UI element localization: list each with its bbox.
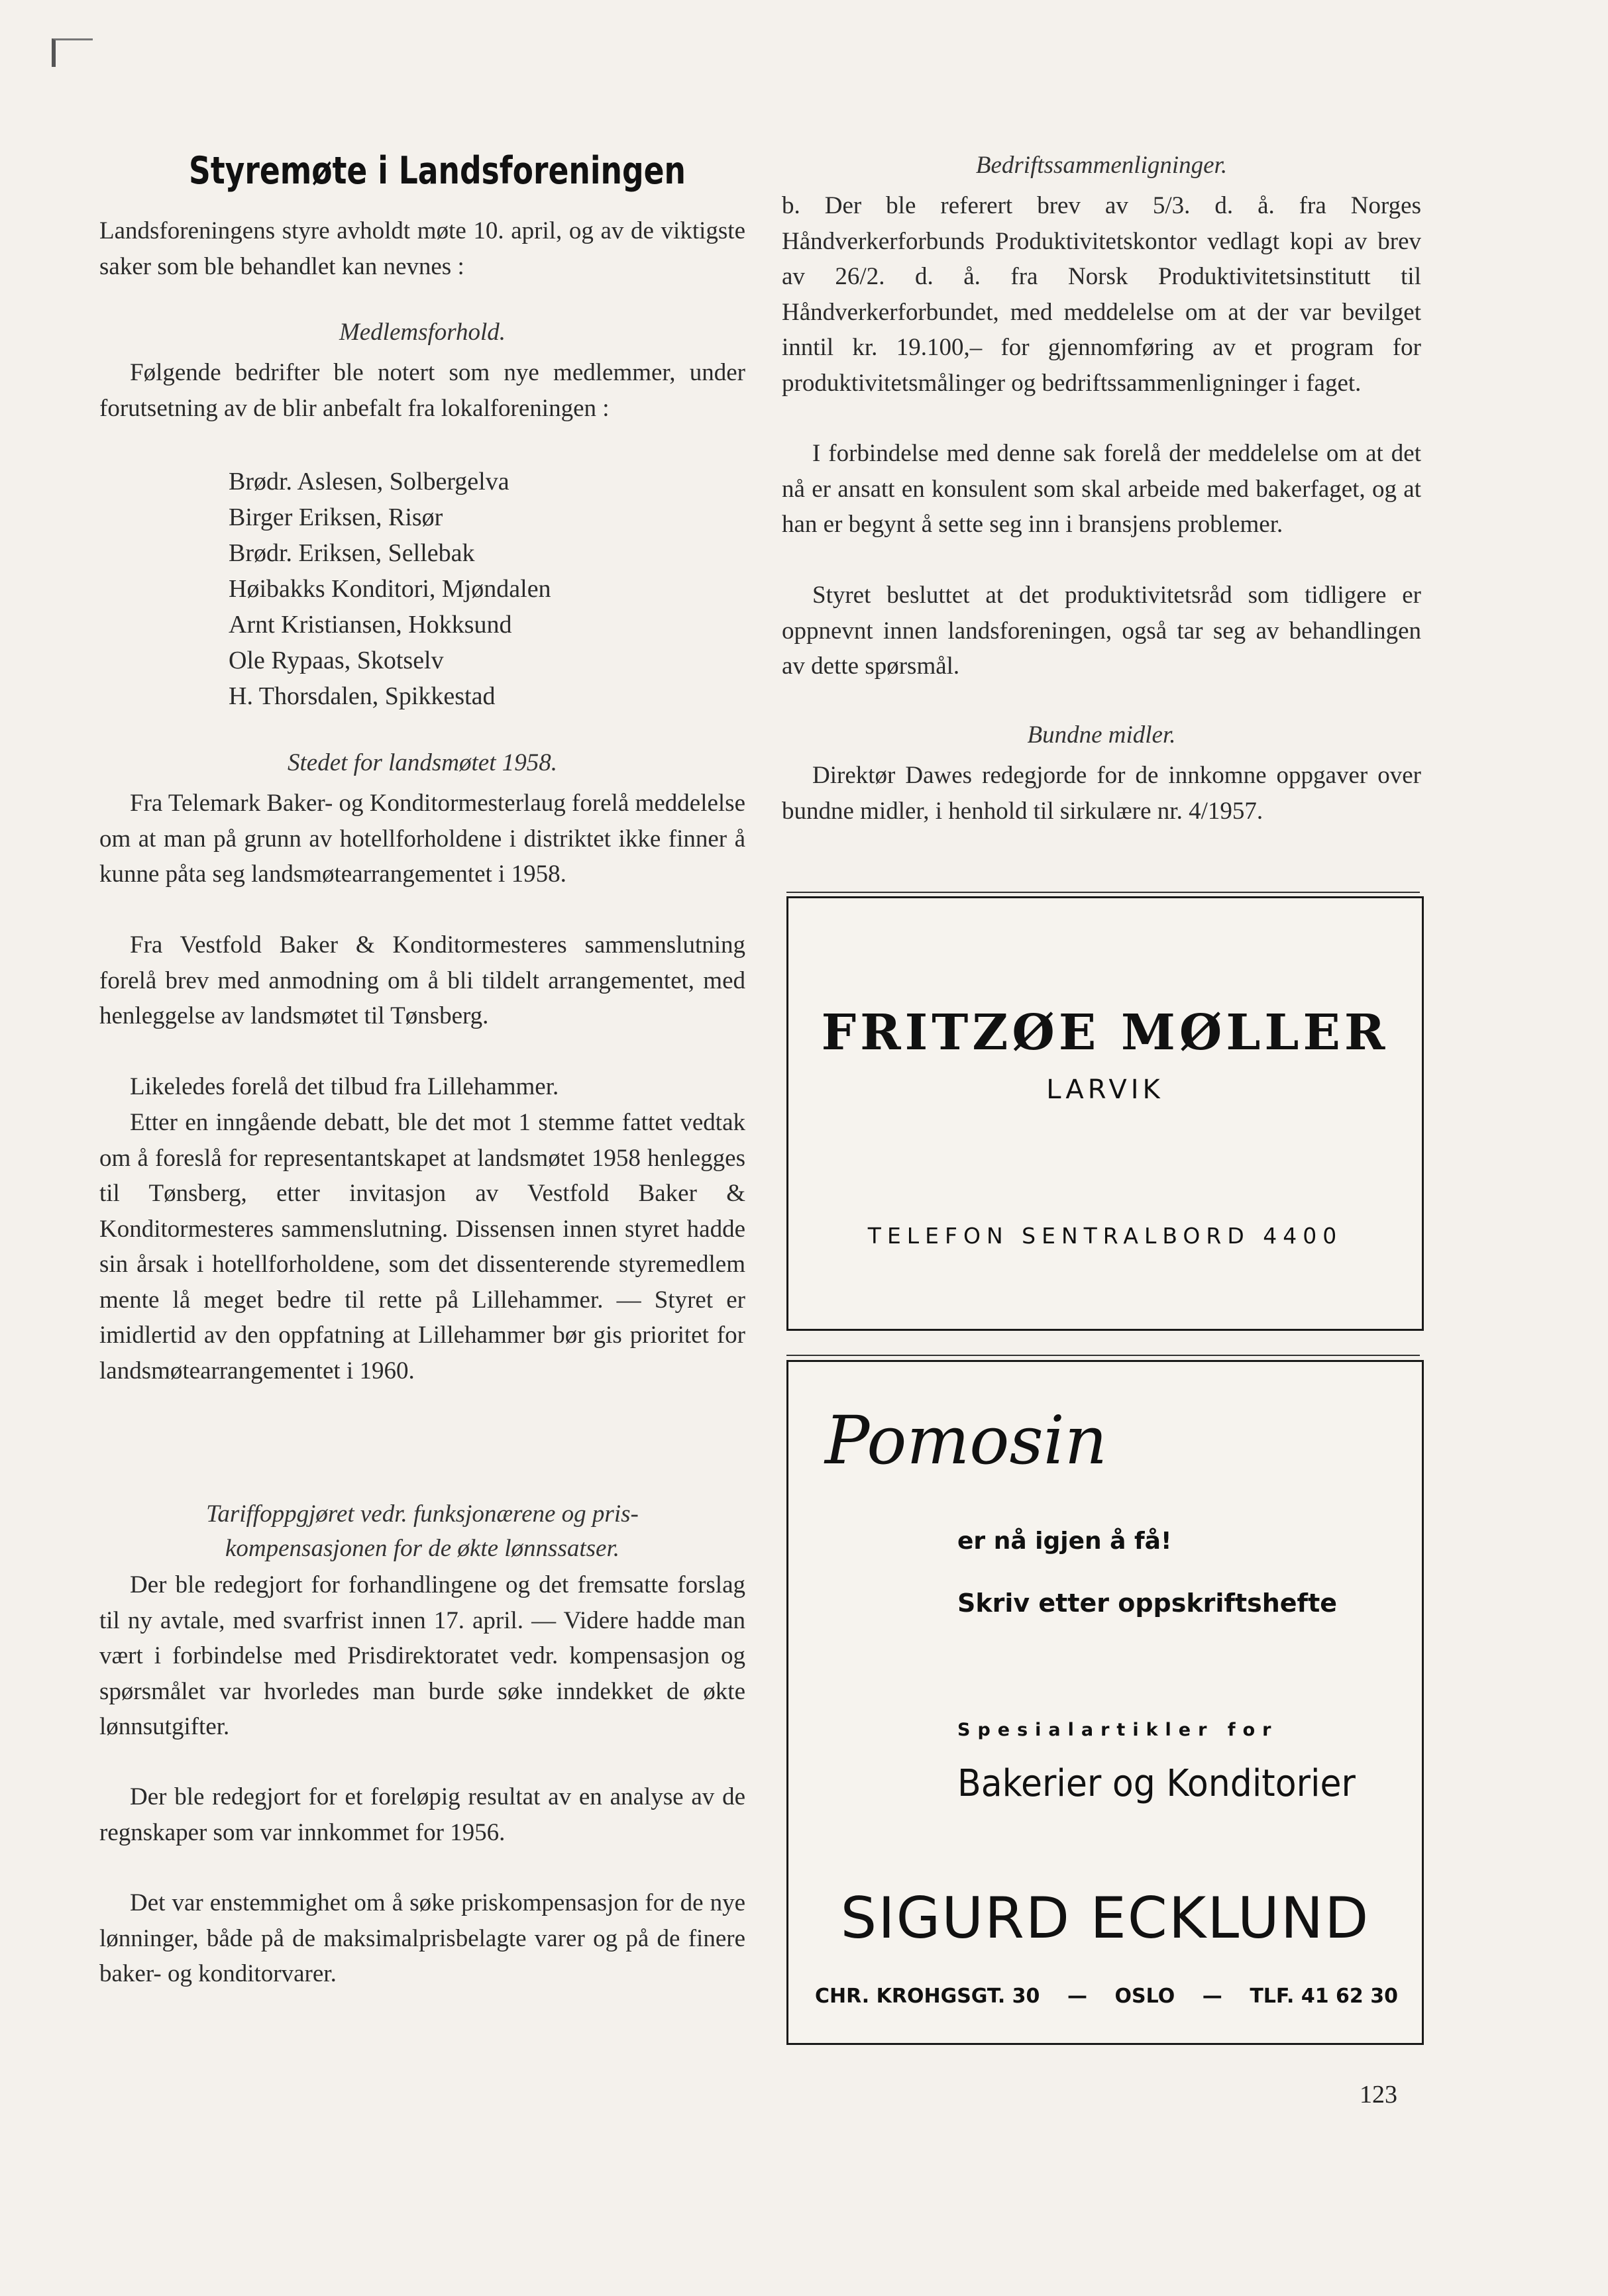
ad-city: LARVIK	[1046, 1074, 1164, 1105]
analyse-paragraph: Der ble redegjort for et foreløpig resultat av en analyse av de regnskaper som var innkommet for 1956.	[99, 1783, 745, 1846]
new-members-list	[229, 464, 692, 714]
page-title: Styremøte i Landsforeningen	[189, 149, 686, 193]
priskompensasjon-paragraph: Det var enstemmighet om å søke priskompensasjon for de nye lønninger, både på de maksimalprisbelagte varer og på de finere baker- og konditorvarer.	[99, 1889, 745, 1987]
ad-specialty-label: Spesialartikler for	[957, 1720, 1279, 1740]
fritzoe-moller-ad	[786, 896, 1424, 1331]
ad-phone: TELEFON SENTRALBORD 4400	[867, 1223, 1343, 1249]
ad-divider	[786, 892, 1420, 893]
ad-separator: —	[1202, 1985, 1222, 2008]
list-item: Høibakks Konditori, Mjøndalen	[229, 575, 551, 603]
ad-address	[815, 1985, 1398, 2008]
scan-corner-mark	[52, 38, 93, 67]
list-item: H. Thorsdalen, Spikkestad	[229, 682, 496, 710]
heading-tariffoppgjoret	[99, 1497, 745, 1566]
page-number: 123	[1360, 2081, 1397, 2109]
ad-tagline: er nå igjen å få!	[957, 1528, 1172, 1555]
bundne-midler-paragraph: Direktør Dawes redegjorde for de innkomne oppgaver over bundne midler, i henhold til sirkulære nr. 4/1957.	[782, 762, 1421, 825]
lillehammer-paragraph: Likeledes forelå det tilbud fra Lillehammer.	[130, 1073, 559, 1100]
heading-bedriftssammenligninger: Bedriftssammenligninger.	[975, 152, 1228, 179]
heading-line: Tariffoppgjøret vedr. funksjonærene og pris-	[206, 1500, 639, 1528]
produktivitetsrad-paragraph: Styret besluttet at det produktivitetsråd som tidligere er oppnevnt innen landsforeningen, også tar seg av behandlingen av dette spørsmål.	[782, 582, 1421, 680]
ad-specialty: Bakerier og Konditorier	[957, 1762, 1356, 1805]
bedrift-paragraph: b. Der ble referert brev av 5/3. d. å. fra Norges Håndverkerforbunds Produktivitetskontor vedlagt kopi av brev av 26/2. d. å. fra Norsk Produktivitetsinstitutt til Håndverkerforbundet, med meddelelse om at der var bevilget inntil kr. 19.100,– for gjennomføring av et program for produktivitetsmålinger og bedriftssammenligninger i faget.	[782, 192, 1421, 397]
ad-company-name: SIGURD ECKLUND	[840, 1885, 1370, 1952]
members-paragraph: Følgende bedrifter ble notert som nye medlemmer, under forutsetning av de blir anbefalt fra lokalforeningen :	[99, 359, 745, 422]
heading-bundne-midler: Bundne midler.	[1027, 721, 1176, 749]
intro-paragraph: Landsforeningens styre avholdt møte 10. april, og av de viktigste saker som ble behandlet kan nevnes :	[99, 217, 745, 280]
ad-divider	[786, 1355, 1420, 1356]
vestfold-paragraph: Fra Vestfold Baker & Konditormesteres sammenslutning forelå brev med anmodning om å bli tildelt arrangementet, med henleggelse av landsmøtet til Tønsberg.	[99, 931, 745, 1029]
list-item: Brødr. Eriksen, Sellebak	[229, 539, 475, 567]
konsulent-paragraph: I forbindelse med denne sak forelå der meddelelse om at det nå er ansatt en konsulent som skal arbeide med bakerfaget, og at han er begynt å sette seg inn i bransjens problemer.	[782, 440, 1421, 538]
heading-medlemsforhold: Medlemsforhold.	[339, 319, 506, 346]
ad-company-name: FRITZØE MØLLER	[821, 1004, 1389, 1061]
list-item: Ole Rypaas, Skotselv	[229, 647, 444, 674]
ad-phone: TLF. 41 62 30	[1250, 1985, 1398, 2008]
ad-street: CHR. KROHGSGT. 30	[815, 1985, 1040, 2008]
vedtak-paragraph: Etter en inngående debatt, ble det mot 1 stemme fattet vedtak om å foreslå for representantskapet at landsmøtet 1958 henlegges til Tønsberg, etter invitasjon av Vestfold Baker & Konditormesteres sammenslutning. Dissensen innen styret hadde sin årsak i hotellforholdene, som det dissenterende styremedlem mente lå meget bedre til rette på Lillehammer. — Styret er imidlertid av den oppfatning at Lillehammer bør gis prioritet for landsmøtearrangementet i 1960.	[99, 1109, 745, 1384]
pomosin-ad	[786, 1360, 1424, 2045]
list-item: Birger Eriksen, Risør	[229, 503, 443, 531]
ad-city: OSLO	[1114, 1985, 1175, 2008]
telemark-paragraph: Fra Telemark Baker- og Konditormesterlaug forelå meddelelse om at man på grunn av hotellforholdene i distriktet ikke finner å kunne påta seg landsmøtearrangementet i 1958.	[99, 790, 745, 888]
forhandlinger-paragraph: Der ble redegjort for forhandlingene og det fremsatte forslag til ny avtale, med svarfrist innen 17. april. — Videre hadde man vært i forbindelse med Prisdirektoratet vedr. kompensasjon og spørsmålet var hvorledes man burde søke inndekket de økte lønnsutgifter.	[99, 1571, 745, 1740]
pomosin-logo: Pomosin	[825, 1402, 1108, 1479]
heading-line: kompensasjonen for de økte lønnssatser.	[225, 1535, 620, 1562]
ad-call-to-action: Skriv etter oppskriftshefte	[957, 1589, 1338, 1618]
heading-landsmotet: Stedet for landsmøtet 1958.	[288, 749, 557, 776]
ad-separator: —	[1067, 1985, 1087, 2008]
list-item: Brødr. Aslesen, Solbergelva	[229, 468, 509, 496]
list-item: Arnt Kristiansen, Hokksund	[229, 611, 512, 639]
